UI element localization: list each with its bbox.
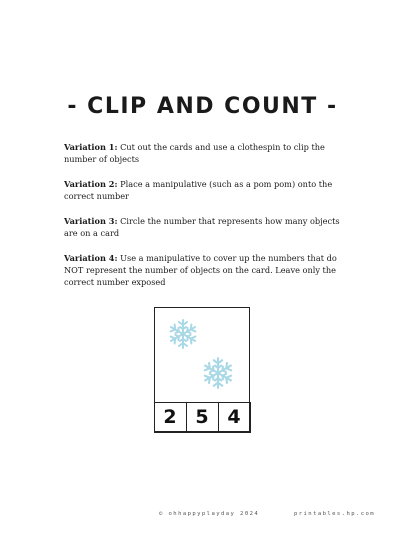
variation-text: Circle the number that represents how many objects are on a card	[64, 216, 340, 238]
variation-text: Use a manipulative to cover up the numbers that do NOT represent the number of objects on the card. Leave only the correct number exposed	[64, 253, 337, 287]
variation-text: Cut out the cards and use a clothespin to clip the number of objects	[64, 142, 325, 164]
number-cell[interactable]: 5	[186, 403, 218, 432]
footer-copyright: © ohhappyplayday 2024	[159, 511, 260, 517]
number-cell[interactable]: 4	[218, 403, 250, 432]
number-row	[154, 402, 251, 433]
variation-label: Variation 2:	[64, 179, 118, 189]
variation-text: Place a manipulative (such as a pom pom) onto the correct number	[64, 179, 333, 201]
variation-4	[64, 252, 344, 288]
variation-label: Variation 1:	[64, 142, 118, 152]
variation-3	[64, 215, 344, 239]
footer-website: printables.hp.com	[294, 511, 376, 517]
page-title: - CLIP AND COUNT -	[67, 94, 338, 119]
counting-card	[154, 307, 250, 432]
snowflake-icon	[167, 318, 199, 350]
number-cell[interactable]: 2	[163, 406, 177, 428]
variation-label: Variation 3:	[64, 216, 118, 226]
variation-label: Variation 4:	[64, 253, 118, 263]
variations-list	[64, 141, 344, 301]
variation-1	[64, 141, 344, 165]
snowflake-icon	[201, 356, 235, 390]
variation-2	[64, 178, 344, 202]
